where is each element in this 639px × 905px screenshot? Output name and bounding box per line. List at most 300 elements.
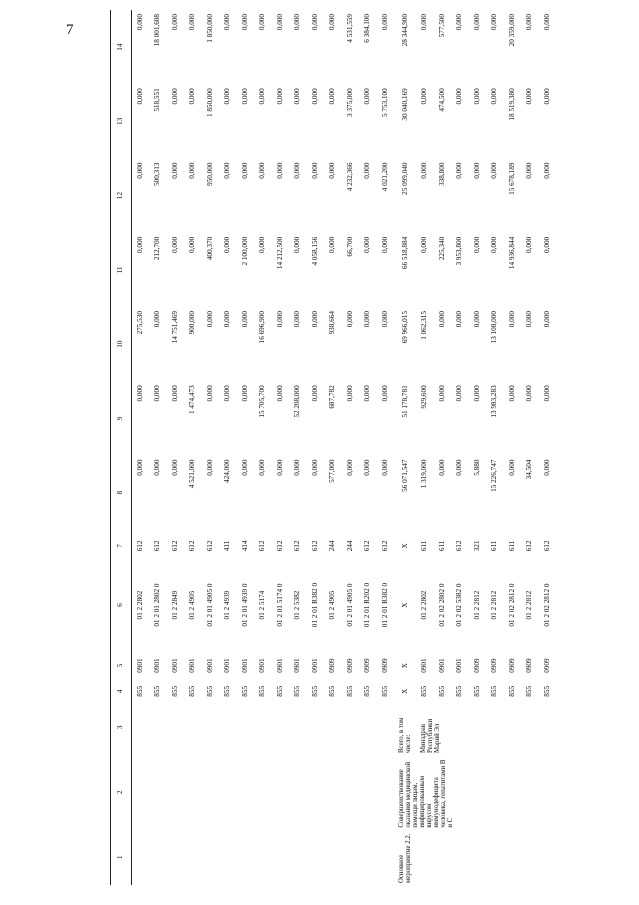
empty-cell (132, 830, 150, 885)
amount-cell: 950,000 (205, 162, 214, 186)
column-header-3: 3 (111, 700, 132, 755)
amount-cell: 275,530 (135, 311, 144, 335)
amount-cell: 0,000 (420, 88, 429, 105)
column-header-9: 9 (111, 381, 132, 455)
code-cell: 414 (240, 540, 249, 552)
amount-cell: 66,700 (345, 236, 354, 257)
empty-cell (307, 830, 325, 885)
amount-cell: 2 100,000 (240, 236, 249, 266)
amount-cell: 0,000 (437, 459, 446, 476)
amount-cell: 0,000 (437, 385, 446, 402)
empty-cell (150, 830, 168, 885)
amount-cell: 0,000 (135, 385, 144, 402)
amount-cell: 0,000 (472, 162, 481, 179)
code-cell: 01 2 01 R382 0 (380, 582, 389, 628)
amount-cell: 0,000 (472, 88, 481, 105)
code-cell: 01 2 2802 (135, 590, 144, 620)
amount-cell: 0,000 (328, 14, 337, 31)
amount-cell: 0,000 (188, 162, 197, 179)
code-cell: 01 2 4905 (188, 590, 197, 620)
code-cell: 855 (310, 685, 319, 697)
amount-cell: 0,000 (507, 459, 516, 476)
amount-cell: 0,000 (293, 459, 302, 476)
amount-cell: 5,880 (472, 459, 481, 476)
amount-cell: 1 474,473 (188, 385, 197, 415)
empty-cell (342, 830, 360, 885)
code-cell: 0901 (258, 658, 267, 673)
amount-cell: 0,000 (240, 14, 249, 31)
code-cell: 612 (293, 540, 302, 552)
amount-cell: 0,000 (328, 236, 337, 253)
code-cell: 0901 (240, 658, 249, 673)
empty-cell (220, 830, 238, 885)
empty-cell (202, 755, 220, 830)
code-cell: 0901 (293, 658, 302, 673)
code-cell: 855 (420, 685, 429, 697)
amount-cell: 0,000 (205, 385, 214, 402)
code-cell: 01 2 2812 (525, 590, 534, 620)
amount-cell: 0,000 (380, 14, 389, 31)
amount-cell: 0,000 (490, 236, 499, 253)
code-cell: 612 (310, 540, 319, 552)
amount-cell: 0,000 (310, 88, 319, 105)
code-cell: 0901 (455, 658, 464, 673)
amount-cell: 0,000 (345, 459, 354, 476)
code-cell: 411 (223, 540, 232, 552)
amount-cell: 0,000 (153, 385, 162, 402)
amount-cell: 0,000 (205, 311, 214, 328)
amount-cell: 15 678,189 (507, 162, 516, 195)
code-cell: 855 (525, 685, 534, 697)
empty-cell (255, 830, 273, 885)
empty-cell (272, 830, 290, 885)
table-row (255, 10, 273, 885)
amount-cell: 0,000 (240, 162, 249, 179)
table-row (272, 10, 290, 885)
code-cell: 0901 (153, 658, 162, 673)
column-header-12: 12 (111, 159, 132, 233)
code-cell: 01 2 5174 (258, 590, 267, 620)
table-row (220, 10, 238, 885)
code-cell: 855 (380, 685, 389, 697)
table-row (290, 10, 308, 885)
code-cell: 0909 (507, 658, 516, 673)
code-cell: 01 2 01 R202 0 (363, 582, 372, 628)
empty-cell (220, 700, 238, 755)
amount-cell: 6 384,100 (363, 14, 372, 43)
measure-label: Основное мероприятие 2.2. (397, 833, 412, 883)
column-header-2: 2 (111, 755, 132, 830)
amount-cell: 0,000 (135, 459, 144, 476)
table-row (132, 10, 150, 885)
amount-cell: 66 518,884 (400, 236, 409, 270)
code-cell: 855 (293, 685, 302, 697)
amount-cell: 338,800 (437, 162, 446, 186)
amount-cell: 18 519,380 (507, 88, 516, 121)
code-cell: 612 (380, 540, 389, 552)
code-cell: 0909 (525, 658, 534, 673)
amount-cell: 0,000 (170, 88, 179, 105)
amount-cell: 0,000 (258, 236, 267, 253)
amount-cell: 0,000 (525, 88, 534, 105)
amount-cell: 0,000 (507, 311, 516, 328)
amount-cell: 0,000 (188, 14, 197, 31)
column-header-8: 8 (111, 456, 132, 530)
code-cell: 611 (437, 540, 446, 552)
amount-cell: 0,000 (170, 14, 179, 31)
code-cell: 855 (363, 685, 372, 697)
column-header-11: 11 (111, 233, 132, 307)
amount-cell: 1 850,000 (205, 14, 214, 43)
code-cell: X (400, 688, 409, 694)
amount-cell: 0,000 (223, 88, 232, 105)
amount-cell: 0,000 (455, 311, 464, 328)
code-cell: 01 2 2802 (420, 590, 429, 620)
table-row (150, 10, 168, 885)
amount-cell: 0,000 (205, 459, 214, 476)
amount-cell: 0,000 (240, 385, 249, 402)
amount-cell: 0,000 (223, 236, 232, 253)
empty-cell (325, 755, 343, 830)
empty-cell (272, 700, 290, 755)
amount-cell: 0,000 (328, 162, 337, 179)
code-cell: 855 (328, 685, 337, 697)
empty-cell (185, 830, 203, 885)
amount-cell: 0,000 (507, 385, 516, 402)
amount-cell: 212,700 (153, 236, 162, 261)
amount-cell: 0,000 (153, 311, 162, 328)
table-row (325, 10, 343, 885)
code-cell: 0909 (490, 658, 499, 673)
amount-cell: 4 531,559 (345, 14, 354, 43)
amount-cell: 18 001,608 (153, 14, 162, 47)
amount-cell: 0,000 (240, 311, 249, 328)
column-header-5: 5 (111, 648, 132, 683)
amount-cell: 0,000 (153, 459, 162, 476)
table-row (167, 10, 185, 885)
table-row (360, 10, 378, 885)
amount-cell: 3 953,800 (455, 236, 464, 266)
empty-cell (377, 755, 395, 830)
amount-cell: 0,000 (188, 88, 197, 105)
code-cell: 855 (275, 685, 284, 697)
executor-label: Минздрав Республики Марий Эл (419, 718, 441, 754)
code-cell: 0909 (472, 658, 481, 673)
empty-cell (290, 830, 308, 885)
code-cell: 0901 (223, 658, 232, 673)
code-cell: 611 (420, 540, 429, 552)
amount-cell: 28 344,900 (400, 14, 409, 47)
amount-cell: 0,000 (525, 385, 534, 402)
code-cell: 0909 (380, 658, 389, 673)
empty-cell (307, 755, 325, 830)
code-cell: 612 (525, 540, 534, 552)
empty-cell (167, 830, 185, 885)
table-body (132, 10, 557, 885)
amount-cell: 0,000 (455, 162, 464, 179)
empty-cell (202, 830, 220, 885)
amount-cell: 577,500 (437, 14, 446, 38)
amount-cell: 30 040,169 (400, 88, 409, 121)
amount-cell: 474,500 (437, 88, 446, 112)
amount-cell: 0,000 (542, 14, 551, 31)
amount-cell: 0,000 (363, 459, 372, 476)
column-header-10: 10 (111, 307, 132, 381)
code-cell: 01 2 01 4939 0 (240, 583, 249, 627)
table-row (307, 10, 325, 885)
amount-cell: 0,000 (525, 162, 534, 179)
code-cell: 0909 (363, 658, 372, 673)
code-cell: 612 (205, 540, 214, 552)
empty-cell (237, 830, 255, 885)
amount-cell: 14 936,844 (507, 236, 516, 270)
amount-cell: 0,000 (420, 162, 429, 179)
amount-cell: 0,000 (310, 14, 319, 31)
code-cell: 855 (223, 685, 232, 697)
amount-cell: 0,000 (170, 162, 179, 179)
amount-cell: 0,000 (455, 14, 464, 31)
amount-cell: 0,000 (363, 311, 372, 328)
amount-cell: 16 696,900 (258, 311, 267, 344)
amount-cell: 0,000 (310, 459, 319, 476)
amount-cell: 0,000 (525, 236, 534, 253)
amount-cell: 0,000 (380, 459, 389, 476)
amount-cell: 14 751,469 (170, 311, 179, 344)
amount-cell: 0,000 (420, 236, 429, 253)
code-cell: 855 (490, 685, 499, 697)
amount-cell: 0,000 (275, 459, 284, 476)
code-cell: 01 2 02 2802 0 (437, 583, 446, 627)
code-cell: 01 2 02 2812 0 (542, 583, 551, 627)
column-header-7: 7 (111, 530, 132, 562)
code-cell: 0901 (135, 658, 144, 673)
empty-cell (202, 700, 220, 755)
amount-cell: 0,000 (310, 162, 319, 179)
amount-cell: 4 521,000 (188, 459, 197, 489)
amount-cell: 400,370 (205, 236, 214, 261)
amount-cell: 0,000 (420, 14, 429, 31)
amount-cell: 0,000 (170, 236, 179, 253)
amount-cell: 0,000 (363, 236, 372, 253)
empty-cell (290, 700, 308, 755)
budget-table (110, 10, 557, 885)
code-cell: 0901 (310, 658, 319, 673)
code-cell: 0909 (345, 658, 354, 673)
empty-cell (150, 755, 168, 830)
column-header-6: 6 (111, 562, 132, 648)
amount-cell: 0,000 (525, 14, 534, 31)
amount-cell: 1 850,000 (205, 88, 214, 118)
amount-cell: 0,000 (293, 311, 302, 328)
code-cell: X (400, 543, 409, 549)
amount-cell: 0,000 (542, 236, 551, 253)
amount-cell: 0,000 (135, 14, 144, 31)
code-cell: 612 (542, 540, 551, 552)
empty-cell (342, 755, 360, 830)
amount-cell: 3 375,000 (345, 88, 354, 118)
amount-cell: 0,000 (293, 236, 302, 253)
amount-cell: 900,000 (188, 311, 197, 335)
code-cell: 612 (170, 540, 179, 552)
amount-cell: 0,000 (223, 162, 232, 179)
code-cell: 855 (153, 685, 162, 697)
amount-cell: 0,000 (293, 14, 302, 31)
code-cell: 01 2 02 2812 0 (507, 583, 516, 627)
amount-cell: 13 983,283 (490, 385, 499, 418)
amount-cell: 0,000 (490, 88, 499, 105)
code-cell: 855 (345, 685, 354, 697)
empty-cell (132, 755, 150, 830)
amount-cell: 0,000 (542, 162, 551, 179)
code-cell: 855 (240, 685, 249, 697)
measure-title: Совершенствование оказания медицинской помощи лицам, инфицированным вирусом иммунодефицита человека, гепатитами В и С (397, 759, 455, 828)
code-cell: 855 (472, 685, 481, 697)
amount-cell: 0,000 (240, 88, 249, 105)
amount-cell: 0,000 (258, 162, 267, 179)
amount-cell: 0,000 (223, 311, 232, 328)
amount-cell: 0,000 (542, 311, 551, 328)
amount-cell: 0,000 (188, 236, 197, 253)
code-cell: 855 (455, 685, 464, 697)
empty-cell (325, 830, 343, 885)
header-row (111, 10, 132, 885)
amount-cell: 20 359,000 (507, 14, 516, 47)
amount-cell: 0,000 (472, 14, 481, 31)
amount-cell: 0,000 (455, 385, 464, 402)
empty-cell (342, 700, 360, 755)
table-row (377, 10, 395, 885)
code-cell: 01 2 4905 (328, 590, 337, 620)
amount-cell: 0,000 (363, 88, 372, 105)
code-cell: 0901 (275, 658, 284, 673)
amount-cell: 0,000 (170, 385, 179, 402)
code-cell: 01 2 2812 (490, 590, 499, 620)
amount-cell: 0,000 (223, 14, 232, 31)
code-cell: 612 (188, 540, 197, 552)
code-cell: 01 2 01 4905 0 (345, 583, 354, 627)
empty-cell (185, 755, 203, 830)
amount-cell: 0,000 (437, 311, 446, 328)
column-header-1: 1 (111, 830, 132, 885)
code-cell: 244 (328, 540, 337, 552)
code-cell: 612 (258, 540, 267, 552)
empty-cell (255, 755, 273, 830)
amount-cell: 0,000 (310, 385, 319, 402)
amount-cell: 0,000 (135, 236, 144, 253)
table-row (185, 10, 203, 885)
amount-cell: 1 319,000 (420, 459, 429, 489)
amount-cell: 0,000 (542, 88, 551, 105)
amount-cell: 0,000 (293, 162, 302, 179)
amount-cell: 4 021,200 (380, 162, 389, 192)
code-cell: 0901 (420, 658, 429, 673)
empty-cell (237, 700, 255, 755)
empty-cell (360, 755, 378, 830)
amount-cell: 577,000 (328, 459, 337, 483)
amount-cell: 51 178,781 (400, 385, 409, 418)
code-cell: 01 2 5382 (293, 590, 302, 620)
page-number: 7 (66, 22, 74, 38)
empty-cell (360, 700, 378, 755)
empty-cell (167, 755, 185, 830)
amount-cell: 938,664 (328, 311, 337, 335)
code-cell: 855 (135, 685, 144, 697)
amount-cell: 0,000 (135, 88, 144, 105)
amount-cell: 69 966,015 (400, 311, 409, 344)
code-cell: 321 (472, 540, 481, 552)
amount-cell: 52 208,000 (293, 385, 302, 418)
table-row (417, 10, 435, 885)
amount-cell: 0,000 (240, 459, 249, 476)
amount-cell: 0,000 (275, 14, 284, 31)
code-cell: 0901 (188, 658, 197, 673)
empty-cell (325, 700, 343, 755)
code-cell: 612 (135, 540, 144, 552)
amount-cell: 15 226,747 (490, 459, 499, 492)
code-cell: 01 2 01 5174 0 (275, 583, 284, 627)
amount-cell: 15 705,700 (258, 385, 267, 418)
empty-cell (167, 700, 185, 755)
amount-cell: 0,000 (275, 88, 284, 105)
code-cell: 0901 (437, 658, 446, 673)
code-cell: 0909 (542, 658, 551, 673)
total-label: Всего, в том числе: (397, 717, 412, 754)
amount-cell: 0,000 (472, 311, 481, 328)
column-header-14: 14 (111, 10, 132, 84)
code-cell: 01 2 01 R382 0 (310, 582, 319, 628)
amount-cell: 0,000 (258, 88, 267, 105)
code-cell: 612 (363, 540, 372, 552)
code-cell: 0901 (170, 658, 179, 673)
amount-cell: 0,000 (275, 311, 284, 328)
amount-cell: 500,313 (153, 162, 162, 186)
code-cell: 244 (345, 540, 354, 552)
table-row (202, 10, 220, 885)
amount-cell: 0,000 (525, 311, 534, 328)
amount-cell: 0,000 (542, 459, 551, 476)
amount-cell: 0,000 (472, 385, 481, 402)
amount-cell: 0,000 (472, 236, 481, 253)
amount-cell: 0,000 (223, 385, 232, 402)
amount-cell: 0,000 (310, 311, 319, 328)
amount-cell: 0,000 (170, 459, 179, 476)
code-cell: 612 (153, 540, 162, 552)
empty-cell (150, 700, 168, 755)
rotated-table-container (110, 10, 551, 885)
code-cell: X (400, 662, 409, 669)
column-header-4: 4 (111, 683, 132, 700)
amount-cell: 0,000 (380, 311, 389, 328)
empty-cell (185, 700, 203, 755)
amount-cell: 0,000 (293, 88, 302, 105)
amount-cell: 34,504 (525, 459, 534, 480)
empty-cell (255, 700, 273, 755)
code-cell: 612 (455, 540, 464, 552)
code-cell: 855 (258, 685, 267, 697)
amount-cell: 687,782 (328, 385, 337, 409)
amount-cell: 13 108,000 (490, 311, 499, 344)
amount-cell: 0,000 (345, 311, 354, 328)
code-cell: 611 (490, 540, 499, 552)
amount-cell: 518,551 (153, 88, 162, 112)
amount-cell: 0,000 (455, 88, 464, 105)
table-row (237, 10, 255, 885)
amount-cell: 5 753,100 (380, 88, 389, 118)
empty-cell (360, 830, 378, 885)
code-cell: 0909 (328, 658, 337, 673)
code-cell: 612 (275, 540, 284, 552)
amount-cell: 0,000 (542, 385, 551, 402)
